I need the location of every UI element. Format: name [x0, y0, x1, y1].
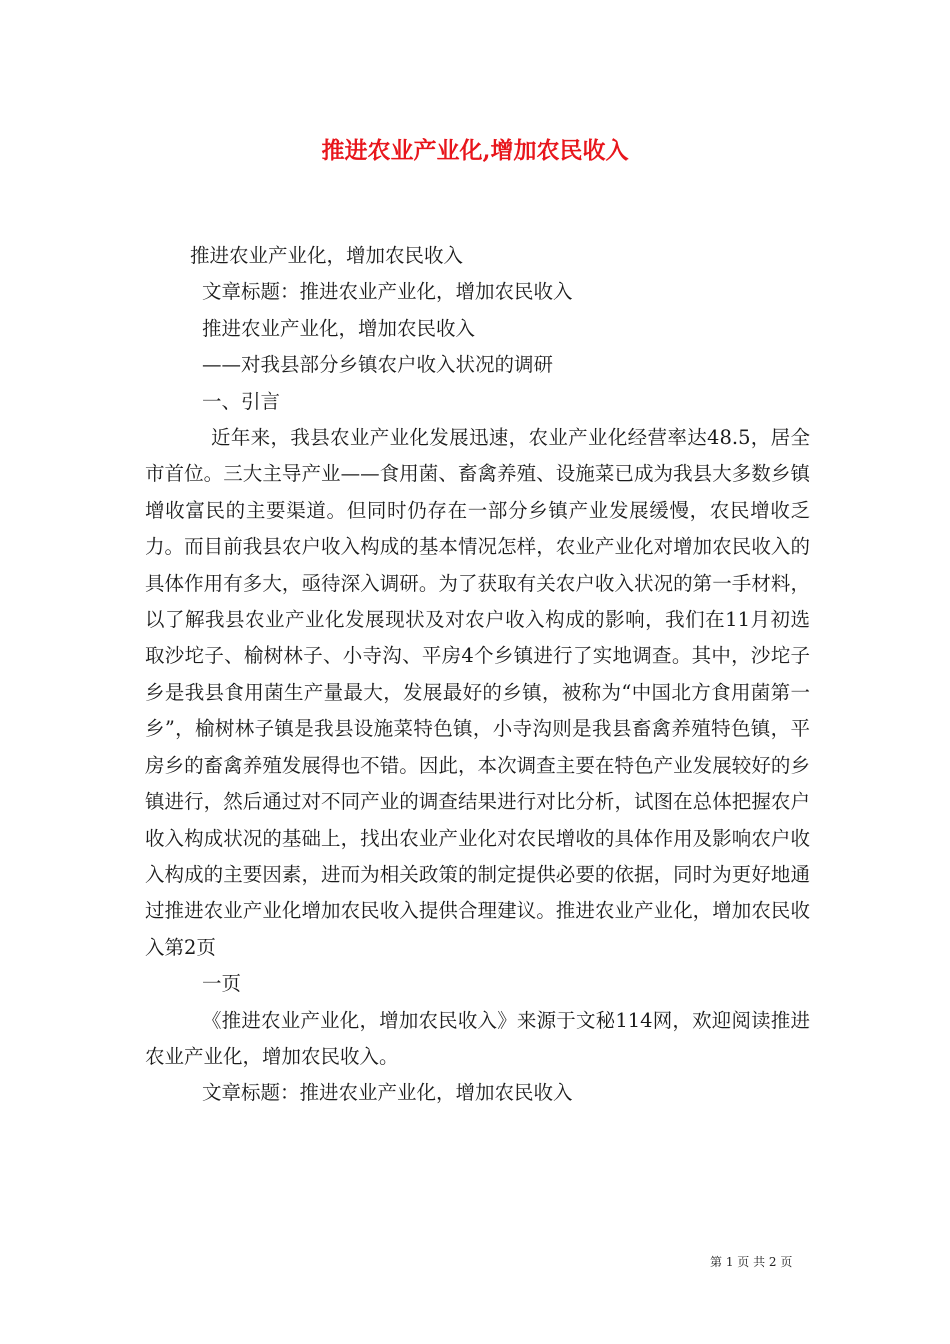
page-number: 第 1 页 共 2 页	[710, 1255, 793, 1269]
page-title: 推进农业产业化,增加农民收入	[321, 137, 629, 164]
page-fragment-line: 一页	[202, 972, 242, 996]
repeat-title-line: 推进农业产业化，增加农民收入	[202, 316, 476, 340]
article-title-line: 文章标题：推进农业产业化，增加农民收入	[202, 280, 573, 304]
document-body	[145, 238, 810, 1112]
section-heading: 一、引言	[202, 389, 281, 413]
intro-paragraph: 近年来，我县农业产业化发展迅速，农业产业化经营率达48.5，居全市首位。三大主导产业——食用菌、畜禽养殖、设施菜已成为我县大多数乡镇增收富民的主要渠道。但同时仍存在一部分乡镇产业发展缓慢，农民增收乏力。而目前我县农户收入构成的基本情况怎样，农业产业化对增加农民收入的具体作用有多大，亟待深入调研。为了获取有关农户收入状况的第一手材料，以了解我县农业产业化发展现状及对农户收入构成的影响，我们在11月初选取沙坨子、榆树林子、小寺沟、平房4个乡镇进行了实地调查。其中，沙坨子乡是我县食用菌生产量最大，发展最好的乡镇，被称为“中国北方食用菌第一乡”，榆树林子镇是我县设施菜特色镇，小寺沟则是我县畜禽养殖特色镇，平房乡的畜禽养殖发展得也不错。因此，本次调查主要在特色产业发展较好的乡镇进行，然后通过对不同产业的调查结果进行对比分析，试图在总体把握农户收入构成状况的基础上，找出农业产业化对农民增收的具体作用及影响农户收入构成的主要因素，进而为相关政策的制定提供必要的依据，同时为更好地通过推进农业产业化增加农民收入提供合理建议。推进农业产业化，增加农民收入第2页	[145, 426, 810, 959]
closing-title-line: 文章标题：推进农业产业化，增加农民收入	[202, 1081, 573, 1105]
source-paragraph: 《推进农业产业化，增加农民收入》来源于文秘114网，欢迎阅读推进农业产业化，增加农民收入。	[145, 1008, 810, 1068]
subtitle-line: 推进农业产业化，增加农民收入	[190, 244, 464, 267]
survey-subtitle-line: ——对我县部分乡镇农户收入状况的调研	[202, 353, 554, 377]
